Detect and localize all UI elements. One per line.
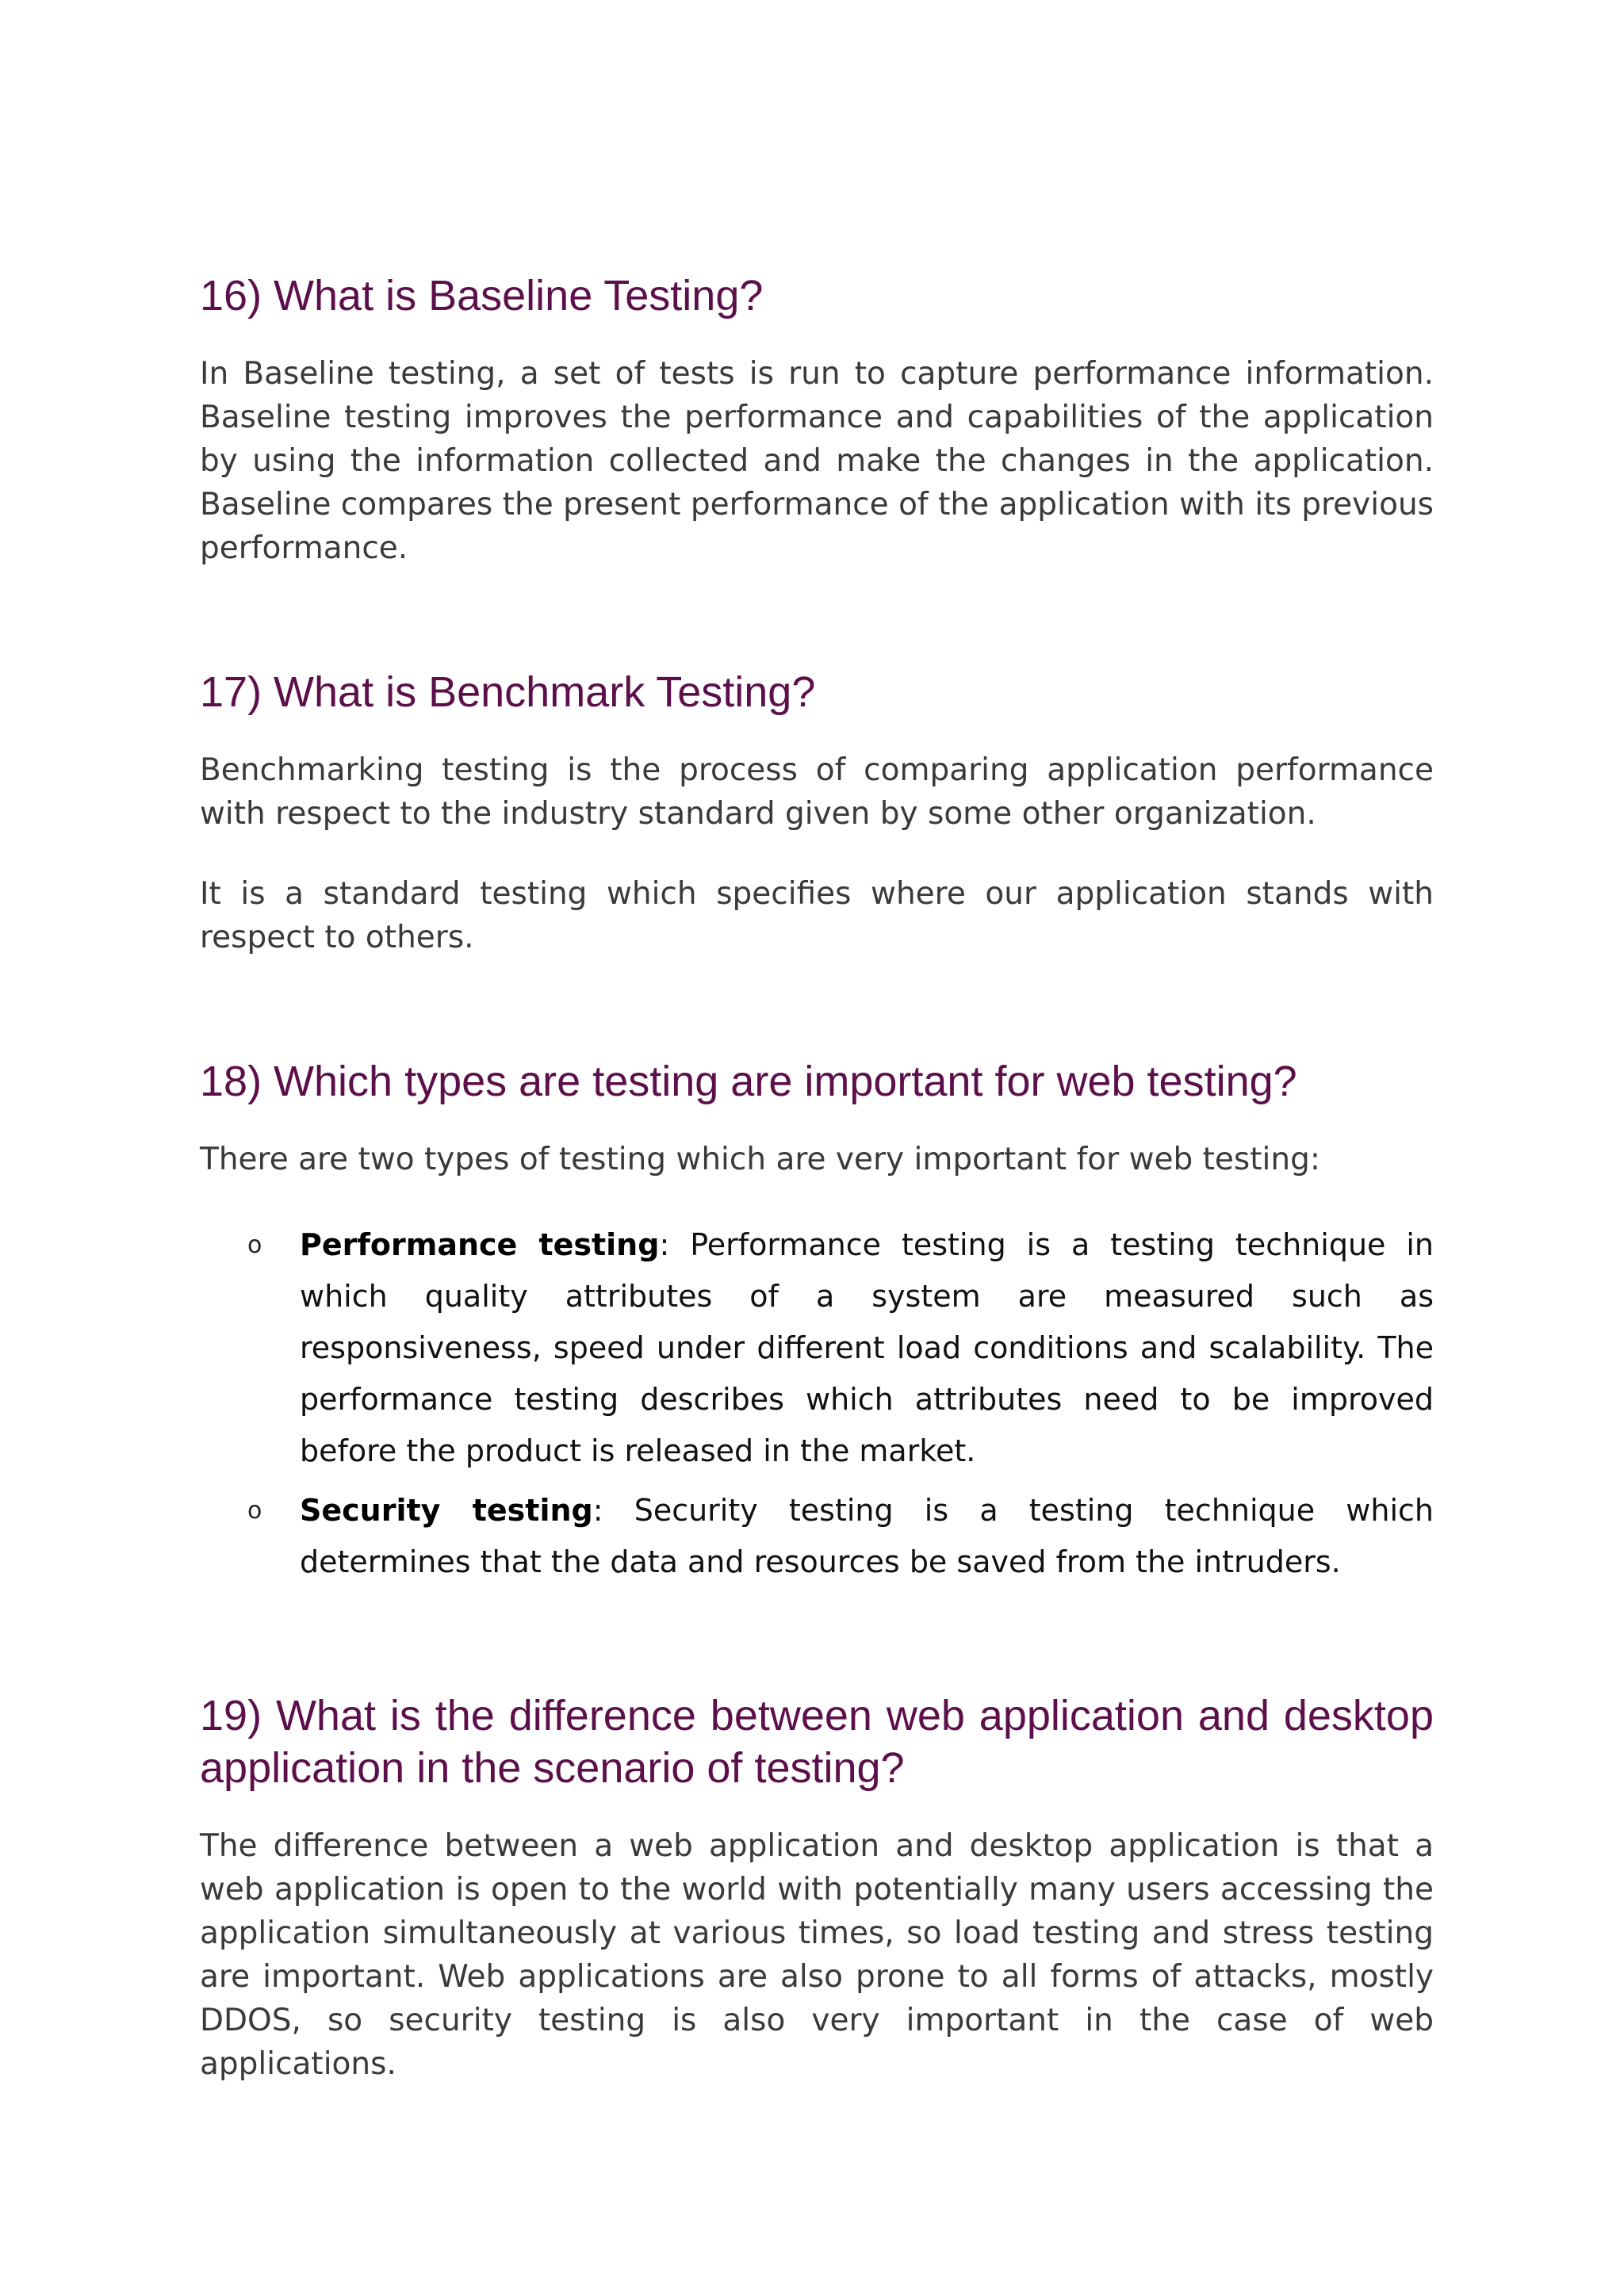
question-17-answer-paragraph-1: Benchmarking testing is the process of comparing application performance with respect to the industry standard given by some other organization.: [200, 752, 1434, 832]
bullet-marker: o: [247, 1231, 262, 1259]
question-19-heading: 19) What is the difference between web application and desktop application in the scenario of testing?: [200, 1692, 1434, 1792]
list-item: [200, 1485, 1434, 1588]
testing-types-list: [200, 1219, 1434, 1588]
bullet-text: : Performance testing is a testing technique in which quality attributes of a system are measured such as responsiveness, speed under different load conditions and scalability. The performance testing describes which attributes need to be improved before the product is released in the market.: [300, 1227, 1434, 1468]
question-18-heading: 18) Which types are testing are important for web testing?: [200, 1058, 1297, 1105]
question-17-answer-paragraph-2: It is a standard testing which specifies where our application stands with respect to others.: [200, 876, 1434, 955]
bullet-term: Security testing: [300, 1493, 593, 1528]
bullet-marker: o: [247, 1497, 262, 1525]
question-18-intro: There are two types of testing which are very important for web testing:: [200, 1142, 1320, 1177]
bullet-term: Performance testing: [300, 1227, 660, 1262]
question-19-answer: The difference between a web application and desktop application is that a web application is open to the world with potentially many users accessing the application simultaneously at various times, so load testing and stress testing are important. Web applications are also prone to all forms of attacks, mostly DDOS, so security testing is also very important in the case of web applications.: [200, 1828, 1434, 2082]
question-17-heading: 17) What is Benchmark Testing?: [200, 668, 816, 716]
document-page: [200, 270, 1434, 2086]
list-item: [200, 1219, 1434, 1477]
bullet-text: : Security testing is a testing technique which determines that the data and resources be saved from the intruders.: [300, 1493, 1434, 1579]
question-16-answer: In Baseline testing, a set of tests is run to capture performance information. Baseline testing improves the performance and capabilities of the application by using the information collected and make the changes in the application. Baseline compares the present performance of the application with its previous performance.: [200, 356, 1434, 566]
question-16-heading: 16) What is Baseline Testing?: [200, 272, 764, 320]
